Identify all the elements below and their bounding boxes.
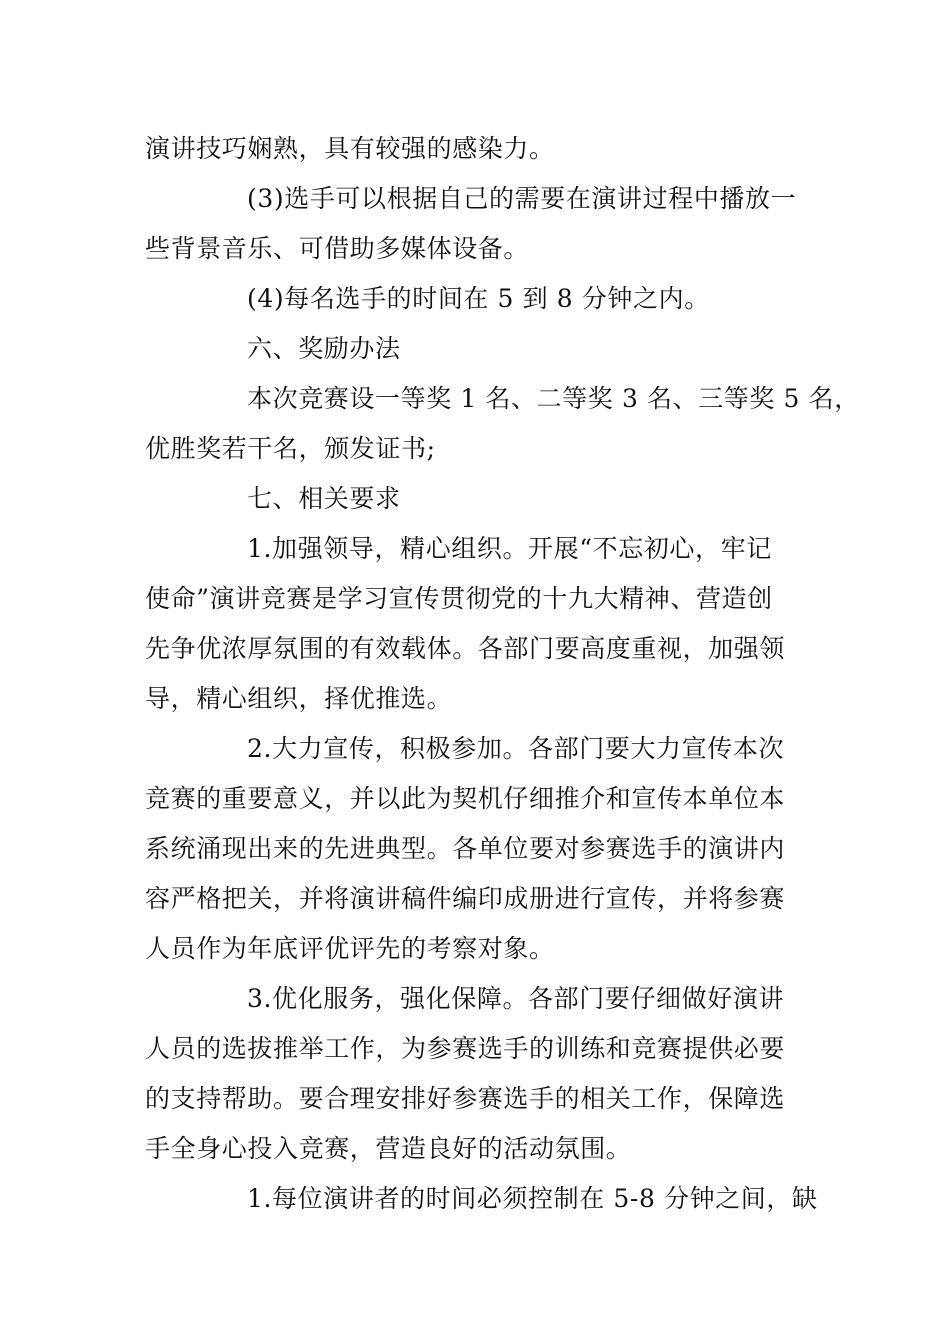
text-line: 演讲技巧娴熟，具有较强的感染力。	[145, 134, 555, 163]
text-line: 手全身心投入竞赛，营造良好的活动氛围。	[145, 1134, 632, 1163]
text-line: 人员作为年底评优评先的考察对象。	[145, 934, 555, 963]
text-line: 优胜奖若干名，颁发证书;	[145, 434, 436, 463]
text-line: 本次竞赛设一等奖 1 名、二等奖 3 名、三等奖 5 名，	[247, 384, 860, 413]
text-line: 2.大力宣传，积极参加。各部门要大力宣传本次	[247, 734, 785, 763]
text-line: (3)选手可以根据自己的需要在演讲过程中播放一	[247, 184, 797, 213]
text-line: 导，精心组织，择优推选。	[145, 684, 453, 713]
text-line: 的支持帮助。要合理安排好参赛选手的相关工作，保障选	[145, 1084, 786, 1113]
text-line: 1.加强领导，精心组织。开展“不忘初心，牢记	[247, 534, 772, 563]
section-heading: 七、相关要求	[247, 484, 401, 513]
text-line: 些背景音乐、可借助多媒体设备。	[145, 234, 530, 263]
text-line: 竞赛的重要意义，并以此为契机仔细推介和宣传本单位本	[145, 784, 786, 813]
text-line: 系统涌现出来的先进典型。各单位要对参赛选手的演讲内	[145, 834, 786, 863]
text-line: (4)每名选手的时间在 5 到 8 分钟之内。	[247, 284, 710, 313]
text-line: 3.优化服务，强化保障。各部门要仔细做好演讲	[247, 984, 785, 1013]
section-heading: 六、奖励办法	[247, 334, 401, 363]
text-line: 人员的选拔推举工作，为参赛选手的训练和竞赛提供必要	[145, 1034, 786, 1063]
text-line: 1.每位演讲者的时间必须控制在 5-8 分钟之间，缺	[247, 1184, 818, 1213]
text-line: 容严格把关，并将演讲稿件编印成册进行宣传，并将参赛	[145, 884, 786, 913]
text-line: 先争优浓厚氛围的有效载体。各部门要高度重视，加强领	[145, 634, 786, 663]
text-line: 使命”演讲竞赛是学习宣传贯彻党的十九大精神、营造创	[145, 584, 773, 613]
